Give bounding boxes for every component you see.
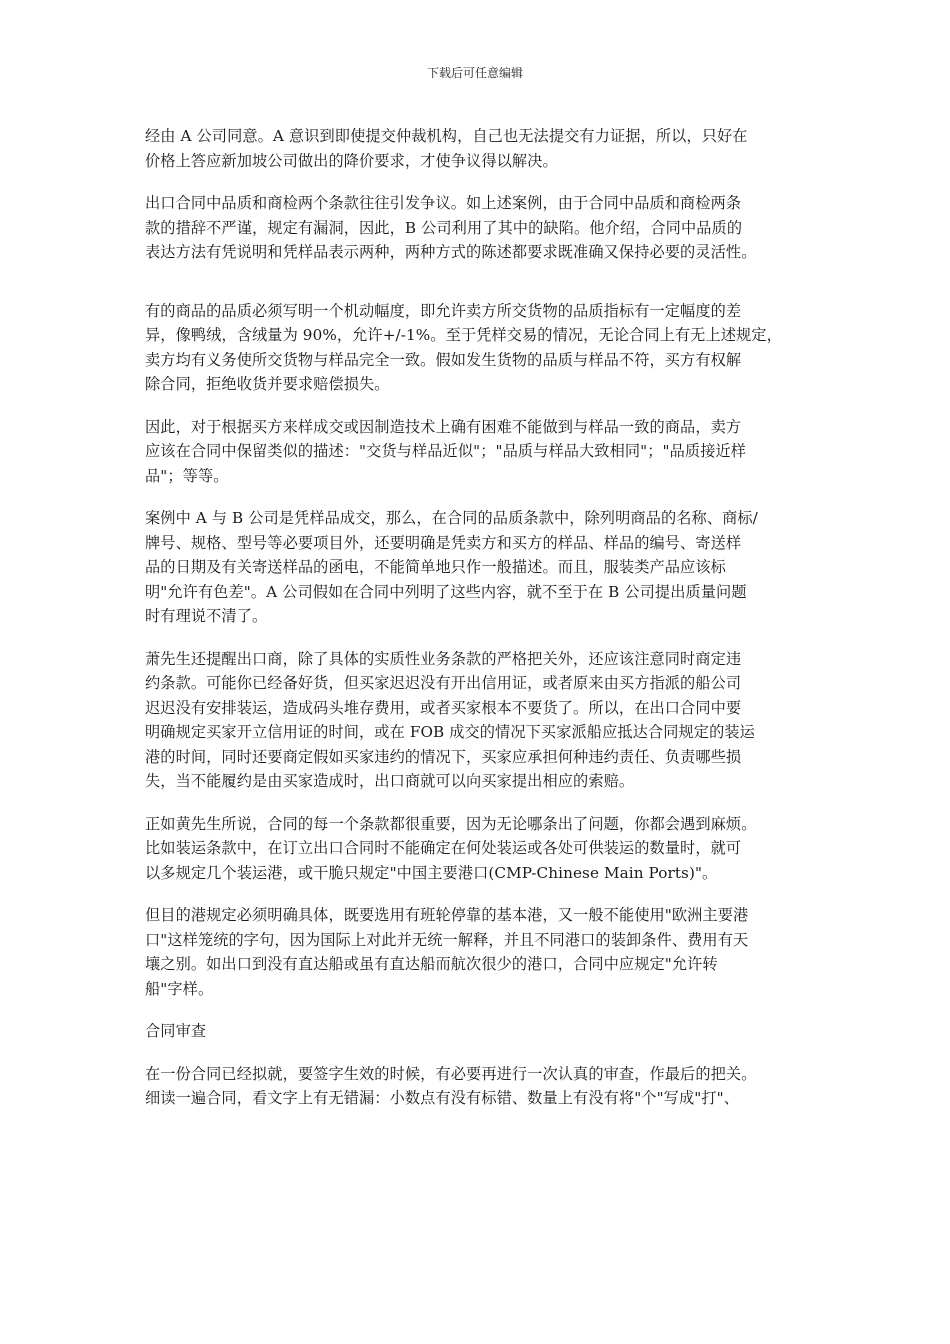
text-line: 应该在合同中保留类似的描述："交货与样品近似"；"品质与样品大致相同"；"品质接近样 bbox=[145, 442, 747, 460]
text-line: 异，像鸭绒，含绒量为 90%，允许+/-1%。至于凭样交易的情况，无论合同上有无上述规定， bbox=[145, 326, 782, 344]
text-line: 船"字样。 bbox=[145, 979, 214, 998]
text-line: 但目的港规定必须明确具体，既要选用有班轮停靠的基本港，又一般不能使用"欧洲主要港 bbox=[145, 906, 749, 924]
text-line: 口"这样笼统的字句，因为国际上对此并无统一解释，并且不同港口的装卸条件、费用有天 bbox=[145, 930, 749, 949]
paragraph bbox=[145, 124, 815, 173]
text-line: 失，当不能履约是由买家造成时，出口商就可以向买家提出相应的索赔。 bbox=[145, 772, 635, 790]
paragraph bbox=[145, 415, 815, 489]
paragraph bbox=[145, 903, 815, 1001]
text-line: 细读一遍合同，看文字上有无错漏：小数点有没有标错、数量上有没有将"个"写成"打"、 bbox=[145, 1089, 739, 1107]
text-line: 出口合同中品质和商检两个条款往往引发争议。如上述案例，由于合同中品质和商检两条 bbox=[145, 194, 742, 212]
text-line: 有的商品的品质必须写明一个机动幅度，即允许卖方所交货物的品质指标有一定幅度的差 bbox=[145, 301, 742, 320]
text-line: 萧先生还提醒出口商，除了具体的实质性业务条款的严格把关外，还应该注意同时商定违 bbox=[145, 649, 742, 668]
text-line: 以多规定几个装运港，或干脆只规定"中国主要港口(CMP-Chinese Main Ports)"。 bbox=[145, 863, 718, 882]
paragraph bbox=[145, 506, 815, 629]
text-line: 在一份合同已经拟就，要签字生效的时候，有必要再进行一次认真的审查，作最后的把关。 bbox=[145, 1064, 757, 1083]
text-line: 正如黄先生所说，合同的每一个条款都很重要，因为无论哪条出了问题，你都会遇到麻烦。 bbox=[145, 814, 757, 833]
text-line: 约条款。可能你已经备好货，但买家迟迟没有开出信用证，或者原来由买方指派的船公司 bbox=[145, 674, 742, 692]
paragraph bbox=[145, 191, 815, 265]
paragraph-spacer bbox=[145, 283, 815, 299]
section-heading bbox=[145, 1019, 815, 1044]
text-line: 卖方均有义务使所交货物与样品完全一致。假如发生货物的品质与样品不符，买方有权解 bbox=[145, 350, 742, 369]
text-line: 明"允许有色差"。A 公司假如在合同中列明了这些内容，就不至于在 B 公司提出质量问题 bbox=[145, 582, 747, 601]
paragraph bbox=[145, 299, 815, 397]
text-line: 比如装运条款中，在订立出口合同时不能确定在何处装运或各处可供装运的数量时，就可 bbox=[145, 839, 742, 857]
text-line: 因此，对于根据买方来样成交或因制造技术上确有困难不能做到与样品一致的商品，卖方 bbox=[145, 417, 742, 436]
text-line: 案例中 A 与 B 公司是凭样品成交，那么，在合同的品质条款中，除列明商品的名称、商标/ bbox=[145, 509, 758, 527]
text-line: 牌号、规格、型号等必要项目外，还要明确是凭卖方和买方的样品、样品的编号、寄送样 bbox=[145, 533, 742, 552]
text-line: 迟迟没有安排装运，造成码头堆存费用，或者买家根本不要货了。所以，在出口合同中要 bbox=[145, 698, 742, 717]
text-line: 壤之别。如出口到没有直达船或虽有直达船而航次很少的港口，合同中应规定"允许转 bbox=[145, 955, 718, 973]
document-body bbox=[145, 124, 815, 1129]
paragraph bbox=[145, 647, 815, 794]
text-line: 经由 A 公司同意。A 意识到即使提交仲裁机构，自己也无法提交有力证据，所以，只好在 bbox=[145, 127, 748, 145]
text-line: 款的措辞不严谨，规定有漏洞，因此，B 公司利用了其中的缺陷。他介绍，合同中品质的 bbox=[145, 218, 743, 237]
text-line: 品的日期及有关寄送样品的函电，不能简单地只作一般描述。而且，服装类产品应该标 bbox=[145, 558, 726, 576]
text-line: 品"；等等。 bbox=[145, 466, 229, 485]
text-line: 时有理说不清了。 bbox=[145, 607, 268, 625]
text-line: 合同审查 bbox=[145, 1022, 207, 1040]
text-line: 港的时间，同时还要商定假如买家违约的情况下，买家应承担何种违约责任、负责哪些损 bbox=[145, 747, 742, 766]
paragraph bbox=[145, 812, 815, 886]
text-line: 表达方法有凭说明和凭样品表示两种，两种方式的陈述都要求既准确又保持必要的灵活性。 bbox=[145, 243, 757, 261]
page-header: 下载后可任意编辑 bbox=[426, 66, 523, 80]
text-line: 价格上答应新加坡公司做出的降价要求，才使争议得以解决。 bbox=[145, 151, 558, 170]
text-line: 除合同，拒绝收货并要求赔偿损失。 bbox=[145, 375, 390, 393]
text-line: 明确规定买家开立信用证的时间，或在 FOB 成交的情况下买家派船应抵达合同规定的装运 bbox=[145, 723, 755, 741]
paragraph bbox=[145, 1062, 815, 1111]
